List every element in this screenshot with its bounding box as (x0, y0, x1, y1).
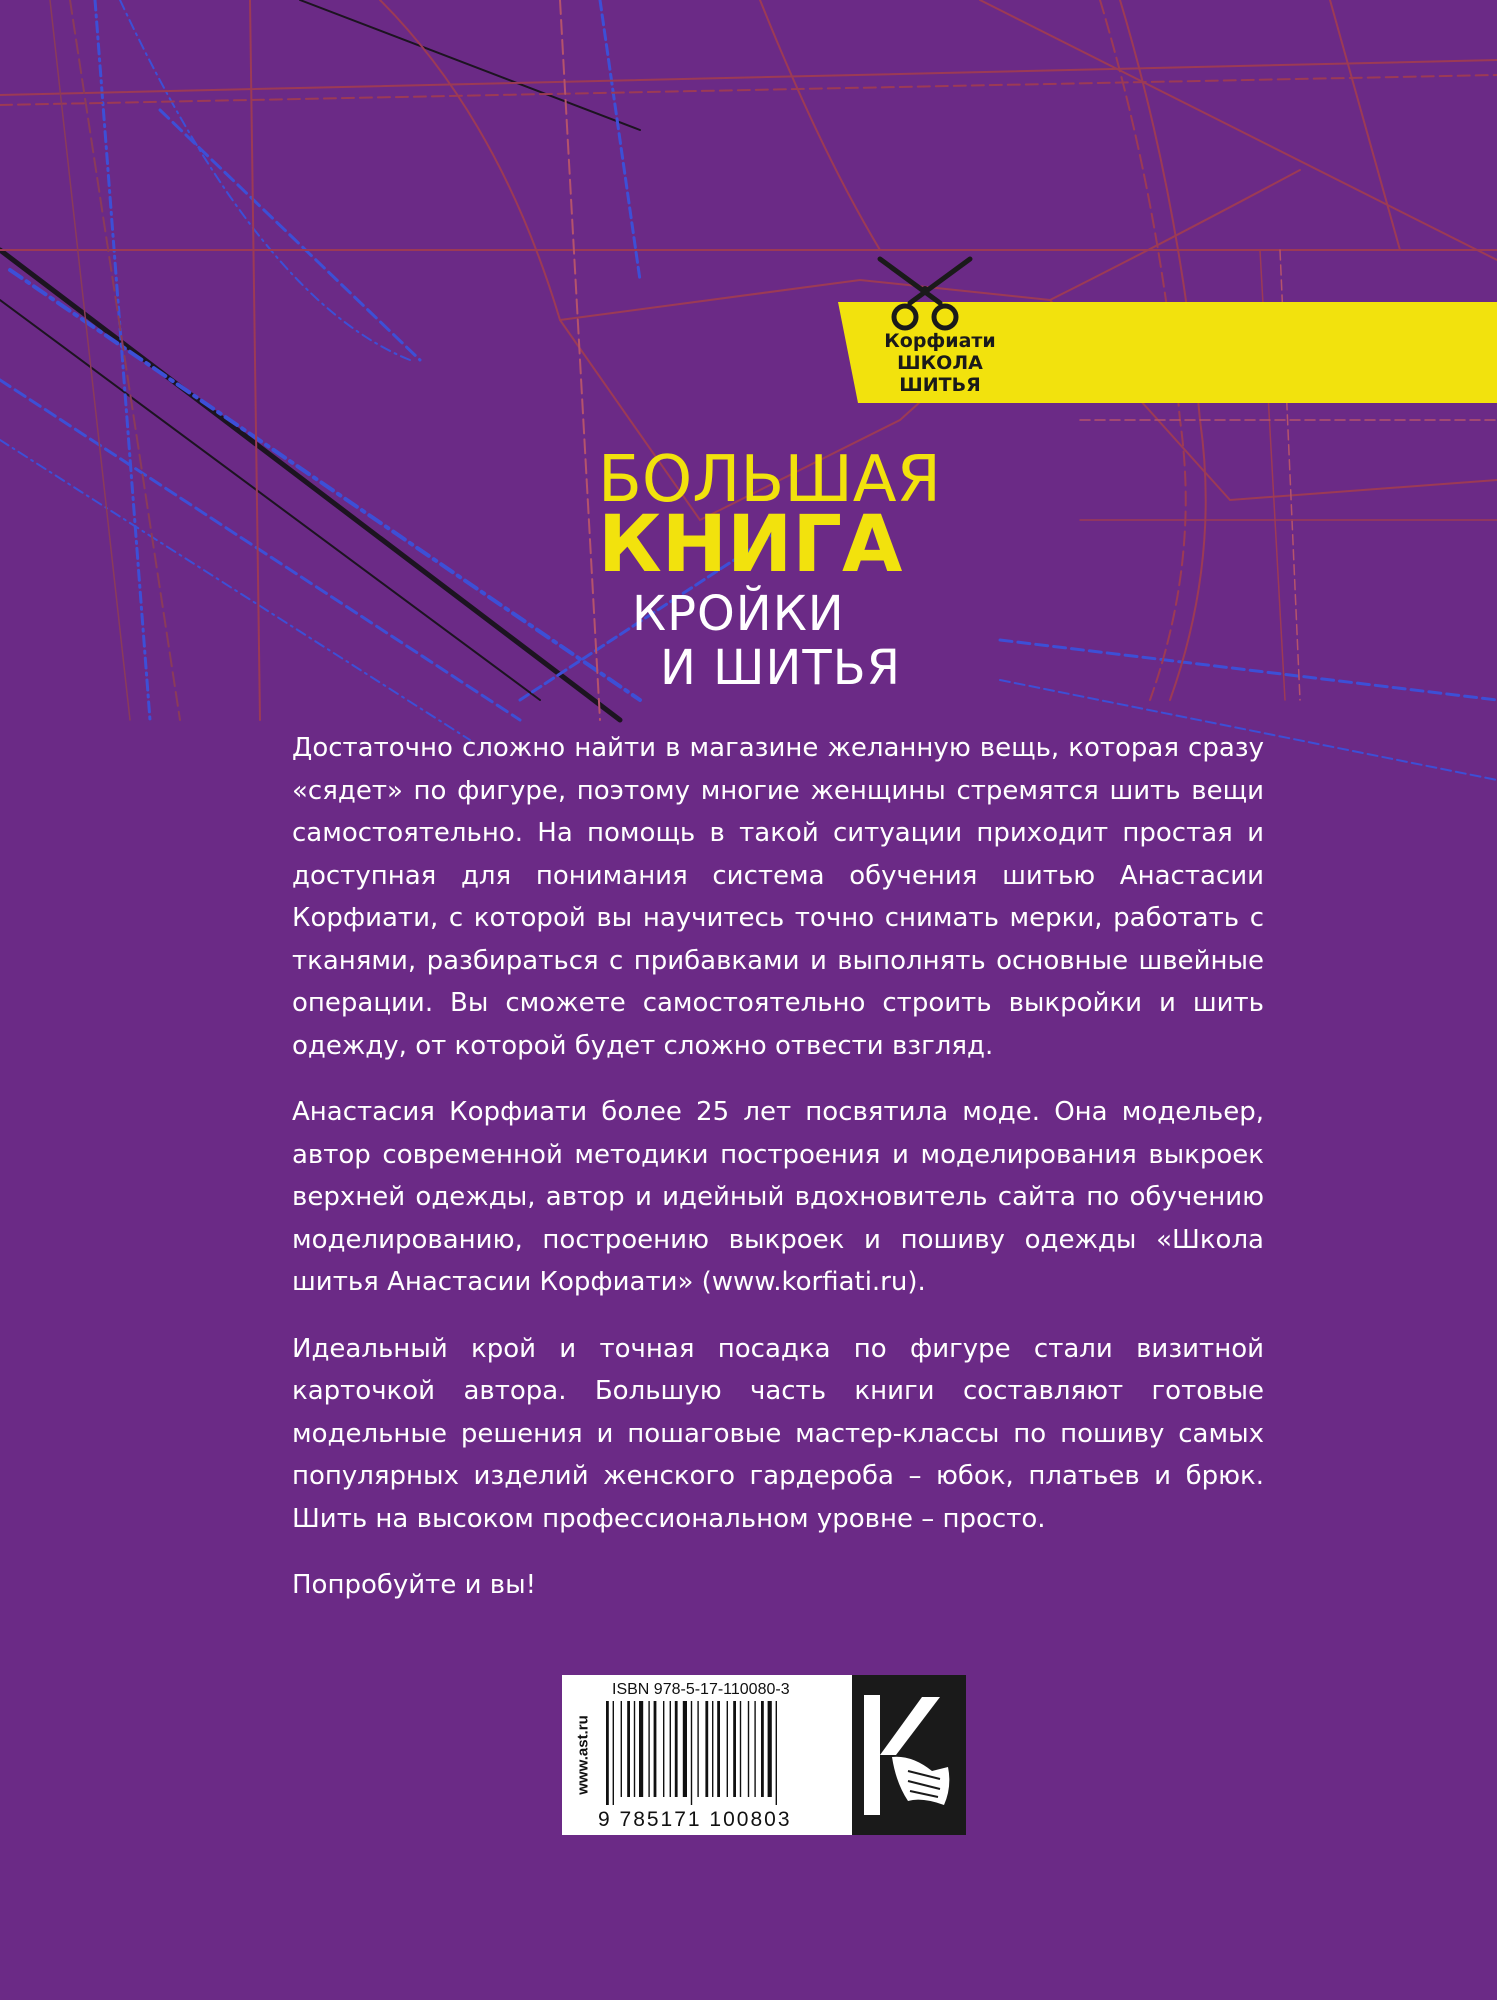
barcode-bar (613, 1701, 614, 1805)
description-paragraph-3: Идеальный крой и точная посадка по фигуре стали визитной карточкой автора. Большую часть книги составляют готовые модельные решения и пошаговые мастер-классы по пошиву самых популярных изделий женского гардероба – юбок, платьев и брюк. Шить на высоком профессиональном уровне – просто. (292, 1333, 1264, 1534)
barcode-bar (727, 1701, 728, 1797)
scissors-icon (870, 255, 980, 335)
barcode-digits: 9 785171 100803 (598, 1808, 792, 1831)
description-paragraph-1: Достаточно сложно найти в магазине желанную вещь, которая сразу «сядет» по фигуре, поэтому многие женщины стремятся шить вещи самостоятельно. На помощь в такой ситуации приходит простая и доступная для понимания система обучения шитью Анастасии Корфиати, с которой вы научитесь точно снимать мерки, работать с тканями, разбираться с прибавками и выполнять основные швейные операции. Вы сможете самостоятельно строить выкройки и шить одежду, от которой будет сложно отвести взгляд. (292, 733, 1264, 1061)
barcode-bar (683, 1701, 687, 1797)
barcode-bar (748, 1701, 749, 1797)
isbn-number: ISBN 978-5-17-110080-3 (612, 1681, 790, 1698)
title-line-4: И ШИТЬЯ (660, 640, 901, 696)
barcode-bar (717, 1701, 720, 1797)
title-line-2: КНИГА (598, 500, 903, 590)
barcode-bar (776, 1701, 777, 1805)
barcode-bar (663, 1701, 664, 1797)
brand-name: Корфиати (884, 330, 996, 352)
book-description (292, 727, 1264, 1631)
title-line-3: КРОЙКИ (632, 586, 845, 642)
description-paragraph-2: Анастасия Корфиати более 25 лет посвятила моде. Она модельер, автор современной методики построения и моделирования выкроек верхней одежды, автор и идейный вдохновитель сайта по обучению моделированию, построению выкроек и пошиву одежды «Школа шитья Анастасии Корфиати» (www.korfiati.ru). (292, 1097, 1264, 1297)
barcode-bar (712, 1701, 713, 1797)
description-paragraph-4: Попробуйте и вы! (292, 1570, 537, 1600)
publisher-logo-icon (852, 1675, 966, 1835)
barcode-bar (761, 1701, 764, 1797)
barcode-bar (754, 1701, 755, 1797)
barcode-bar (639, 1701, 643, 1797)
title-line-1: БОЛЬШАЯ (598, 443, 941, 517)
barcode-bar (675, 1701, 678, 1797)
barcode-bar (627, 1701, 630, 1797)
barcode-bar (705, 1701, 708, 1797)
barcode-bar (634, 1701, 635, 1797)
brand-sewing-label: ШИТЬЯ (899, 374, 981, 396)
barcode-bar (740, 1701, 741, 1797)
barcode-bar (648, 1701, 649, 1797)
barcode-bar (691, 1701, 692, 1805)
barcode-bar (670, 1701, 671, 1797)
barcode-bar (621, 1701, 622, 1797)
barcode-bar (733, 1701, 736, 1797)
barcode-bar (654, 1701, 657, 1797)
barcode (604, 1701, 816, 1805)
brand-school-label: ШКОЛА (897, 352, 983, 374)
barcode-bar (768, 1701, 772, 1797)
barcode-bar (606, 1701, 609, 1805)
publisher-site: www.ast.ru (574, 1715, 592, 1795)
barcode-bar (697, 1701, 698, 1797)
